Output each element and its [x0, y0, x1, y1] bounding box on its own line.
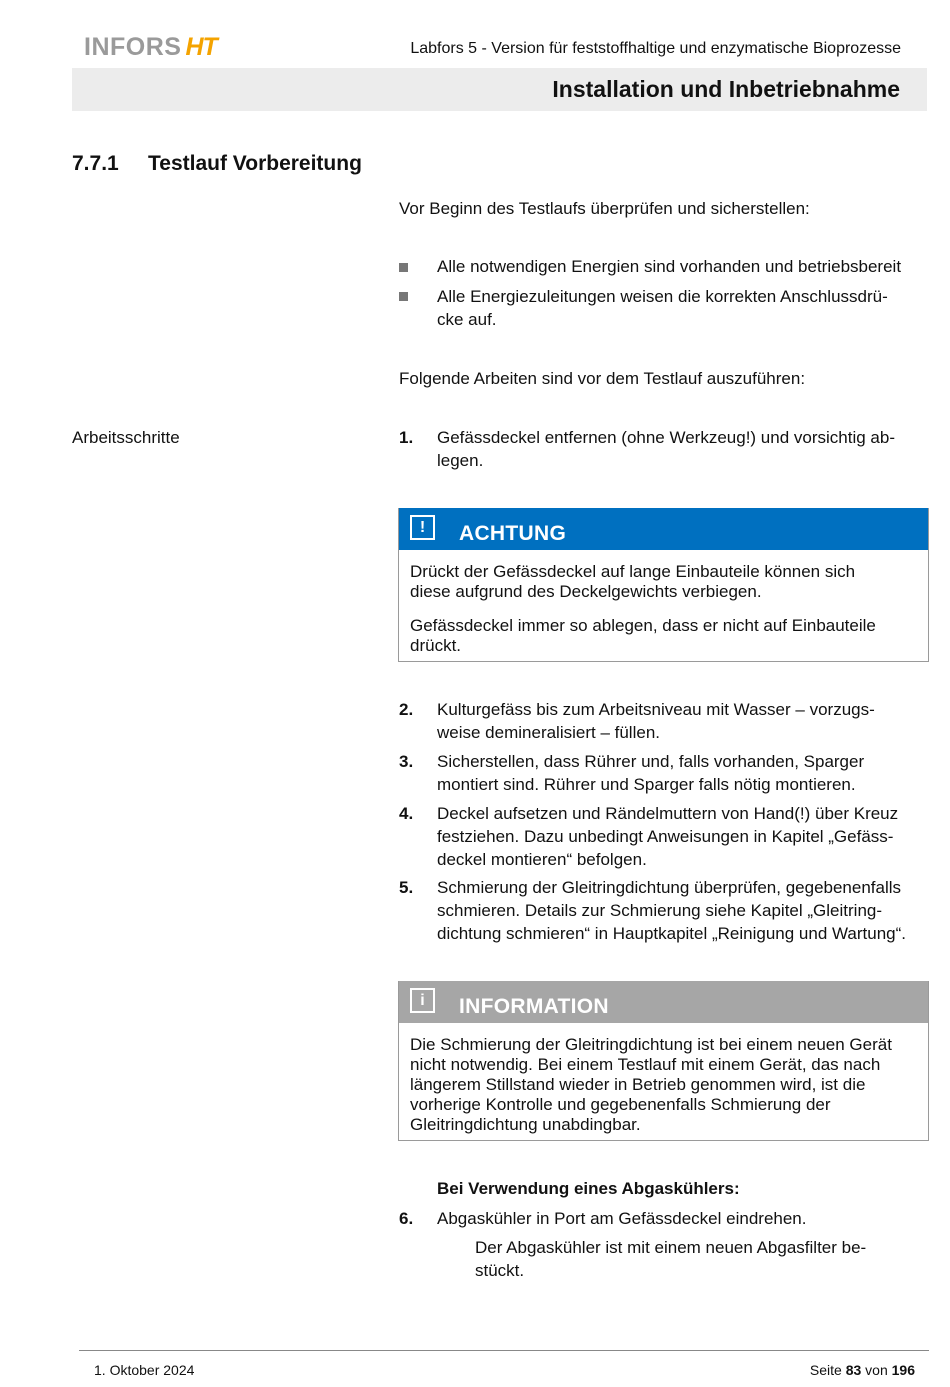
margin-label: Arbeitsschritte — [72, 428, 180, 447]
heading-number: 7.7.1 — [72, 152, 119, 175]
step-number: 6. — [399, 1209, 414, 1228]
step-text: Deckel aufsetzen und Rändelmuttern von Hand(!) über Kreuz festziehen. Dazu unbedingt Anweisungen in Kapitel „Gefäss- deckel montieren“ befolgen. — [437, 804, 899, 869]
step-text: Kulturgefäss bis zum Arbeitsniveau mit Wasser – vorzugs- weise demineralisiert – füllen. — [437, 700, 875, 742]
step-number: 1. — [399, 428, 414, 447]
step-result: Der Abgaskühler ist mit einem neuen Abgasfilter be- stückt. — [475, 1238, 867, 1280]
subheading: Bei Verwendung eines Abgaskühlers: — [437, 1179, 740, 1198]
check-item: Alle notwendigen Energien sind vorhanden und betriebsbereit — [437, 257, 902, 276]
warning-header — [399, 508, 928, 550]
step-number: 3. — [399, 752, 414, 771]
warning-notice — [398, 508, 929, 662]
warning-paragraph: Drückt der Gefässdeckel auf lange Einbauteile können sich diese aufgrund des Deckelgewichts verbiegen. — [410, 562, 856, 601]
information-paragraph: Die Schmierung der Gleitringdichtung ist bei einem neuen Gerät nicht notwendig. Bei einem Testlauf mit einem Gerät, das nach längerem Stillstand wieder in Betrieb genommen wird, ist die vorherige Kontrolle und gegebenenfalls Schmierung der Gleitringdichtung unabdingbar. — [410, 1035, 892, 1134]
step-number: 2. — [399, 700, 414, 719]
step-text: Sicherstellen, dass Rührer und, falls vorhanden, Sparger montiert sind. Rührer und Sparger falls nötig montieren. — [437, 752, 865, 794]
step-text: Abgaskühler in Port am Gefässdeckel eindrehen. — [437, 1209, 807, 1228]
check-item: Alle Energiezuleitungen weisen die korrekten Anschlussdrü- cke auf. — [437, 287, 888, 329]
footer-date: 1. Oktober 2024 — [94, 1362, 195, 1378]
warning-title: ACHTUNG — [459, 522, 567, 545]
logo-accent: HT — [185, 32, 217, 61]
step-text: Schmierung der Gleitringdichtung überprüfen, gegebenenfalls schmieren. Details zur Schmierung siehe Kapitel „Gleitring- dichtung schmieren“ in Hauptkapitel „Reinigung und Wartung“. — [437, 878, 907, 943]
page-number: Seite 83 von 196 — [809, 1362, 915, 1378]
warning-body — [399, 550, 928, 656]
section-header-bar — [72, 68, 927, 111]
tasks-intro-text: Folgende Arbeiten sind vor dem Testlauf auszuführen: — [399, 369, 806, 388]
heading-title: Testlauf Vorbereitung — [148, 152, 362, 175]
information-title: INFORMATION — [459, 995, 609, 1018]
info-icon: i — [410, 988, 435, 1013]
document-title: Labfors 5 - Version für feststoffhaltige und enzymatische Bioprozesse — [410, 40, 901, 57]
bullet-square-icon — [399, 292, 408, 301]
section-title: Installation und Inbetriebnahme — [552, 76, 900, 102]
bullet-square-icon — [399, 263, 408, 272]
information-header — [399, 981, 928, 1023]
intro-text: Vor Beginn des Testlaufs überprüfen und sicherstellen: — [399, 199, 810, 218]
warning-paragraph: Gefässdeckel immer so ablegen, dass er nicht auf Einbauteile drückt. — [410, 616, 876, 655]
step-number: 5. — [399, 878, 414, 897]
information-body — [399, 1023, 928, 1135]
step-number: 4. — [399, 804, 414, 823]
footer-divider — [79, 1350, 929, 1351]
exclamation-icon: ! — [410, 515, 435, 540]
logo-wordmark: INFORS — [84, 32, 182, 61]
step-text: Gefässdeckel entfernen (ohne Werkzeug!) und vorsichtig ab- legen. — [437, 428, 895, 470]
infors-ht-logo — [84, 30, 217, 64]
information-notice — [398, 981, 929, 1141]
